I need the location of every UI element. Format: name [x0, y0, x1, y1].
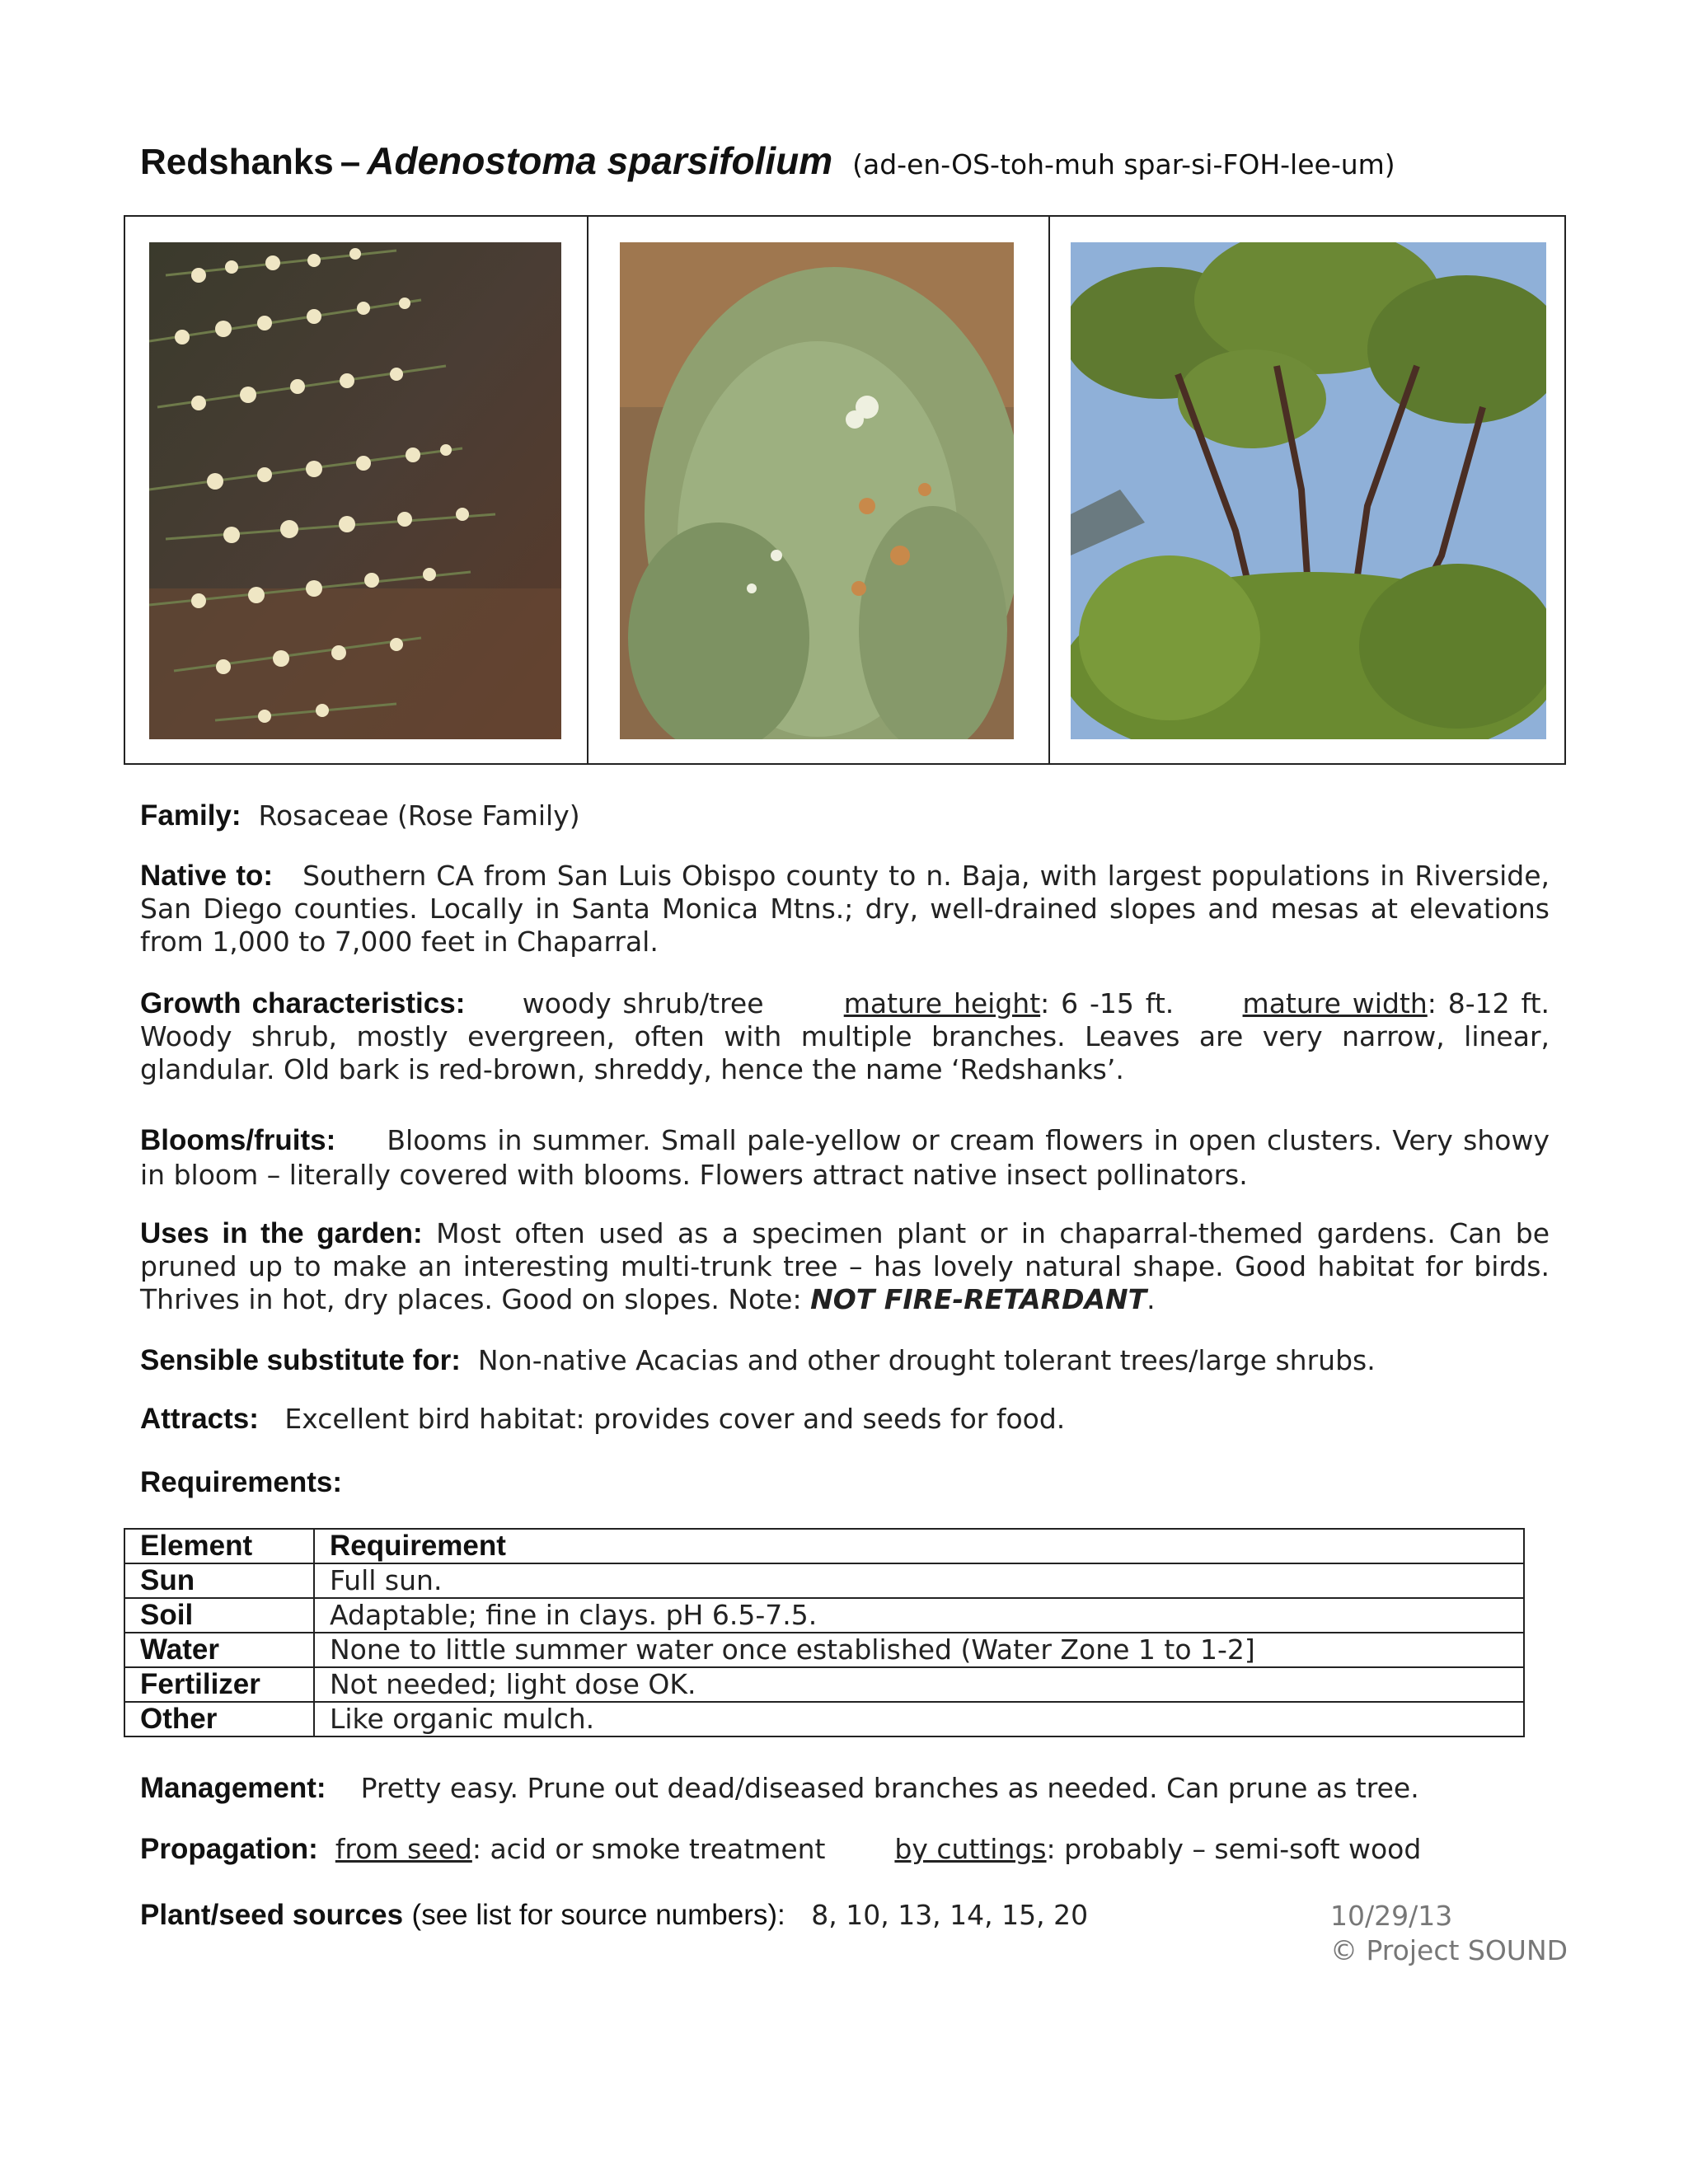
scientific-name: Adenostoma sparsifolium: [367, 139, 833, 182]
photo-cell-tree: [1048, 217, 1564, 763]
element-cell: Soil: [124, 1598, 314, 1633]
substitute-value: Non-native Acacias and other drought tolerant trees/large shrubs.: [477, 1344, 1376, 1376]
substitute-label: Sensible substitute for:: [140, 1344, 461, 1376]
growth-section: [140, 987, 1550, 1086]
seed-label: from seed: [335, 1833, 472, 1865]
footer-date: 10/29/13: [1330, 1900, 1453, 1932]
table-row: [124, 1598, 1524, 1633]
requirement-cell: None to little summer water once established (Water Zone 1 to 1-2]: [314, 1633, 1524, 1667]
uses-section: [140, 1217, 1550, 1316]
growth-form: woody shrub/tree: [522, 987, 764, 1019]
requirement-cell: Like organic mulch.: [314, 1702, 1524, 1736]
title-dash: –: [340, 142, 361, 182]
mature-height-value: : 6 -15 ft.: [1040, 987, 1175, 1019]
requirements-heading-section: [140, 1466, 1550, 1499]
native-label: Native to:: [140, 860, 274, 892]
sources-label: Plant/seed sources: [140, 1899, 404, 1931]
blooms-label: Blooms/fruits:: [140, 1124, 336, 1156]
requirement-cell: Full sun.: [314, 1563, 1524, 1598]
photo-cell-shrub: [587, 217, 1048, 763]
element-cell: Fertilizer: [124, 1667, 314, 1702]
family-label: Family:: [140, 799, 241, 832]
cuttings-label: by cuttings: [894, 1833, 1047, 1865]
flower-cluster-photo: [149, 242, 561, 739]
management-section: [140, 1772, 1550, 1805]
propagation-label: Propagation:: [140, 1833, 318, 1865]
family-section: [140, 799, 1550, 832]
footer: [1330, 1899, 1568, 1968]
requirement-cell: Adaptable; fine in clays. pH 6.5-7.5.: [314, 1598, 1524, 1633]
page-title: [140, 138, 1395, 183]
substitute-section: [140, 1344, 1550, 1377]
photo-cell-flowers: [125, 217, 587, 763]
fire-note: NOT FIRE-RETARDANT: [810, 1283, 1147, 1315]
requirements-label: Requirements:: [140, 1466, 343, 1498]
propagation-section: [140, 1833, 1550, 1866]
header-requirement: Requirement: [314, 1529, 1524, 1563]
mature-width-label: mature width: [1242, 987, 1428, 1019]
table-row: [124, 1563, 1524, 1598]
blooms-value: Blooms in summer. Small pale-yellow or cream flowers in open clusters. Very showy in bloom – literally covered with blooms. Flowers attract native insect pollinators.: [140, 1124, 1550, 1191]
common-name: Redshanks: [140, 142, 334, 182]
growth-label: Growth characteristics:: [140, 987, 466, 1019]
uses-end: .: [1146, 1283, 1156, 1315]
pronunciation: (ad-en-OS-toh-muh spar-si-FOH-lee-um): [852, 148, 1395, 180]
uses-label: Uses in the garden:: [140, 1217, 423, 1249]
management-label: Management:: [140, 1772, 326, 1804]
growth-description: Woody shrub, mostly evergreen, often with multiple branches. Leaves are very narrow, linear, glandular. Old bark is red-brown, shreddy, hence the name ‘Redshanks’.: [140, 1020, 1550, 1085]
shrub-photo: [620, 242, 1014, 739]
native-value: Southern CA from San Luis Obispo county to n. Baja, with largest populations in Riverside, San Diego counties. Locally in Santa Monica Mtns.; dry, well-drained slopes and mesas at elevations from 1,000 to 7,000 feet in Chaparral.: [140, 860, 1550, 958]
mature-height-label: mature height: [843, 987, 1041, 1019]
blooms-section: [140, 1123, 1550, 1193]
sources-section: [140, 1899, 1294, 1932]
attracts-section: [140, 1403, 1550, 1436]
table-row: [124, 1667, 1524, 1702]
seed-value: : acid or smoke treatment: [471, 1833, 826, 1865]
requirement-cell: Not needed; light dose OK.: [314, 1667, 1524, 1702]
table-row: [124, 1633, 1524, 1667]
table-header-row: [124, 1529, 1524, 1563]
photo-table: [124, 215, 1566, 765]
attracts-value: Excellent bird habitat: provides cover and seeds for food.: [284, 1403, 1066, 1435]
element-cell: Sun: [124, 1563, 314, 1598]
table-row: [124, 1702, 1524, 1736]
sources-note: (see list for source numbers):: [411, 1899, 785, 1931]
element-cell: Other: [124, 1702, 314, 1736]
element-cell: Water: [124, 1633, 314, 1667]
uses-value: Most often used as a specimen plant or in chaparral-themed gardens. Can be pruned up to make an interesting multi-trunk tree – has lovely natural shape. Good habitat for birds. Thrives in hot, dry places. Good on slopes. Note:: [140, 1217, 1550, 1315]
native-section: [140, 860, 1550, 958]
mature-width-value: : 8-12 ft.: [1427, 987, 1550, 1019]
footer-copyright: © Project SOUND: [1330, 1934, 1568, 1966]
requirements-table: [124, 1528, 1525, 1737]
sources-value: 8, 10, 13, 14, 15, 20: [811, 1899, 1089, 1931]
cuttings-value: : probably – semi-soft wood: [1046, 1833, 1422, 1865]
attracts-label: Attracts:: [140, 1403, 259, 1435]
tree-photo: [1071, 242, 1546, 739]
family-value: Rosaceae (Rose Family): [258, 799, 580, 832]
management-value: Pretty easy. Prune out dead/diseased branches as needed. Can prune as tree.: [360, 1772, 1419, 1804]
header-element: Element: [124, 1529, 314, 1563]
